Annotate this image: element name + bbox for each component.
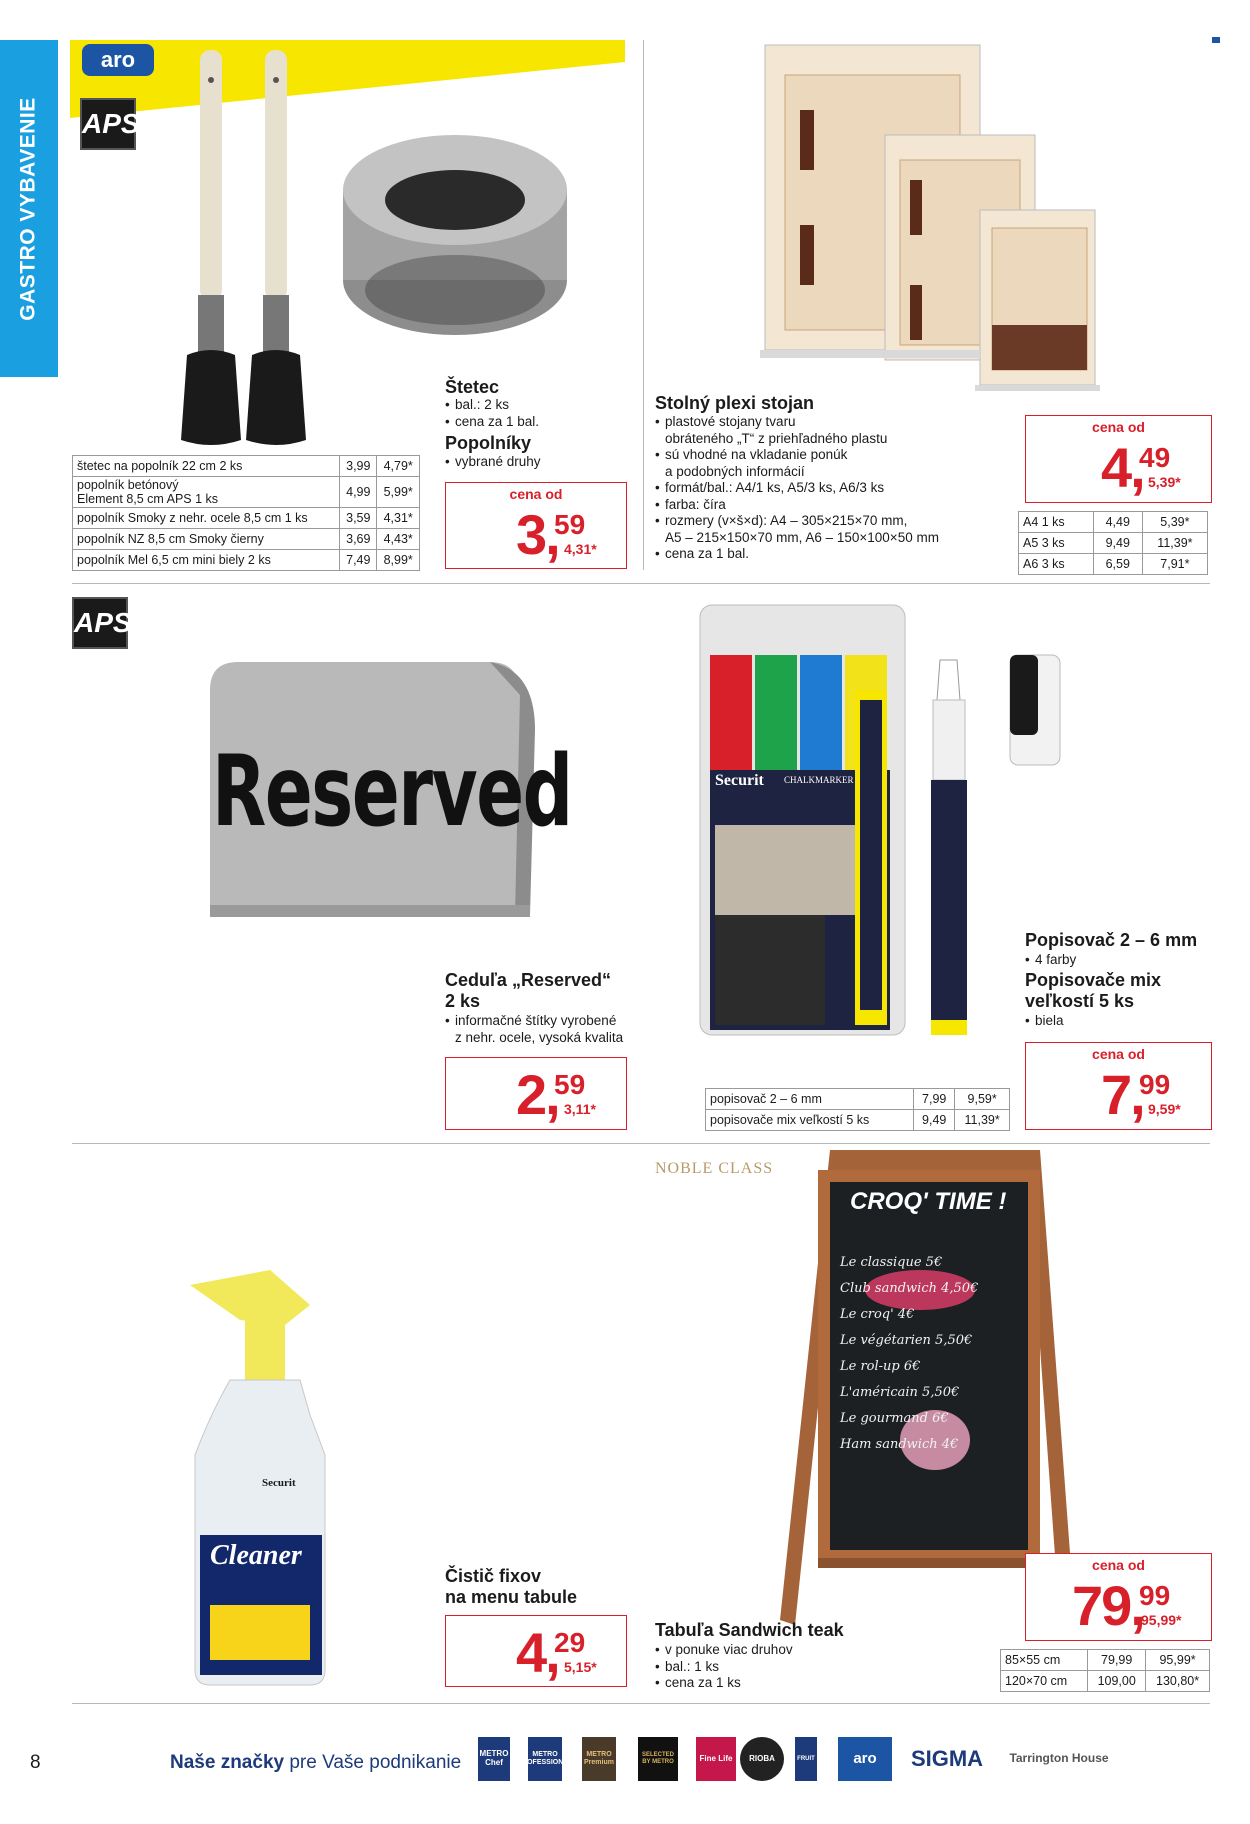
bullet-line: • formát/bal.: A4/1 ks, A5/3 ks, A6/3 ks bbox=[655, 480, 939, 497]
board-menu bbox=[840, 1250, 978, 1458]
brand-logo: METRO Premium bbox=[582, 1737, 616, 1781]
board-price-table bbox=[1000, 1649, 1210, 1692]
cleaner-title: Čistič fixov bbox=[445, 1566, 542, 1586]
markers-title: Popisovač 2 – 6 mm bbox=[1025, 930, 1198, 950]
bullet-line: • cena za 1 bal. bbox=[655, 546, 939, 563]
bullet-line: a podobných informácií bbox=[665, 463, 805, 479]
board-title: Tabuľa Sandwich teak bbox=[655, 1620, 844, 1640]
brush-image bbox=[165, 45, 325, 445]
price-label: cena od bbox=[509, 486, 563, 502]
table-row bbox=[706, 1089, 1010, 1110]
table-cell-item: štetec na popolník 22 cm 2 ks bbox=[73, 456, 340, 477]
table-row bbox=[73, 477, 420, 508]
price-decimals: 99 bbox=[1139, 1069, 1171, 1100]
footer-tagline-bold: Naše značky bbox=[170, 1752, 285, 1773]
table-cell-item: popisovač 2 – 6 mm bbox=[706, 1089, 914, 1110]
section-tab bbox=[0, 40, 58, 377]
footer-tagline-rest: pre Vaše podnikanie bbox=[289, 1752, 462, 1773]
board-menu-item: Ham sandwich 4€ bbox=[840, 1437, 959, 1452]
markers-price-box bbox=[1025, 1042, 1212, 1130]
table-cell-item: A6 3 ks bbox=[1019, 554, 1094, 575]
corner-mark bbox=[1212, 37, 1220, 43]
board-menu-item: Le croq' 4€ bbox=[840, 1307, 915, 1322]
table-cell-item: A4 1 ks bbox=[1019, 512, 1094, 533]
table-row bbox=[1001, 1650, 1210, 1671]
section-divider bbox=[72, 1143, 1210, 1144]
board-menu-item: L'américain 5,50€ bbox=[840, 1385, 960, 1400]
brand-logo: SELECTED BY METRO bbox=[638, 1737, 678, 1781]
price-decimals: 59 bbox=[554, 509, 586, 540]
brand-logo: SIGMA bbox=[905, 1737, 989, 1781]
plexi-price-table bbox=[1018, 511, 1208, 575]
price-vat: 5,39* bbox=[1148, 474, 1181, 490]
price-main: 3, bbox=[516, 503, 561, 566]
bullet-line: obráteného „T“ z priehľadného plastu bbox=[665, 430, 888, 446]
markers-bullet: • biela bbox=[1025, 1013, 1064, 1030]
divider bbox=[643, 40, 644, 570]
footer-tagline bbox=[170, 1752, 461, 1774]
table-cell-price-vat: 5,39* bbox=[1142, 512, 1207, 533]
table-row bbox=[1001, 1671, 1210, 1692]
table-cell-item: popolník Mel 6,5 cm mini biely 2 ks bbox=[73, 550, 340, 571]
price-label: cena od bbox=[1092, 1557, 1145, 1573]
price-decimals: 99 bbox=[1139, 1580, 1171, 1611]
table-cell-item: popolník betónový Element 8,5 cm APS 1 ks bbox=[73, 477, 340, 508]
bullet-line: • sú vhodné na vkladanie ponúk bbox=[655, 447, 939, 464]
table-row bbox=[73, 550, 420, 571]
price-vat: 9,59* bbox=[1148, 1101, 1181, 1117]
brush-bullet: • bal.: 2 ks bbox=[445, 397, 539, 414]
table-cell-price-vat: 4,31* bbox=[377, 508, 420, 529]
brush-bullet: • cena za 1 bal. bbox=[445, 414, 539, 431]
table-cell-price-vat: 9,59* bbox=[955, 1089, 1010, 1110]
brand-logo: FRUIT bbox=[795, 1737, 817, 1781]
bullet-line: • rozmery (v×š×d): A4 – 305×215×70 mm, bbox=[655, 513, 939, 530]
brush-title: Štetec bbox=[445, 377, 500, 397]
brand-logo: aro bbox=[838, 1737, 892, 1781]
section-divider bbox=[72, 583, 1210, 584]
bullet-line: • cena za 1 ks bbox=[655, 1675, 793, 1692]
bullet-line: A5 – 215×150×70 mm, A6 – 150×100×50 mm bbox=[665, 529, 939, 545]
table-cell-item: 120×70 cm bbox=[1001, 1671, 1088, 1692]
table-cell-price-vat: 11,39* bbox=[1142, 533, 1207, 554]
table-row bbox=[73, 529, 420, 550]
markers-price-table bbox=[705, 1088, 1010, 1131]
board-price-box bbox=[1025, 1553, 1212, 1641]
table-cell-price-vat: 130,80* bbox=[1146, 1671, 1210, 1692]
reserved-title-qty: 2 ks bbox=[445, 991, 481, 1011]
table-cell-price: 7,99 bbox=[914, 1089, 955, 1110]
table-cell-price: 109,00 bbox=[1088, 1671, 1146, 1692]
aps-logo: APS bbox=[80, 98, 136, 150]
table-cell-price: 6,59 bbox=[1093, 554, 1142, 575]
price-decimals: 59 bbox=[554, 1069, 586, 1100]
yellow-banner bbox=[70, 40, 630, 120]
aro-logo: aro bbox=[82, 44, 154, 76]
ashtray-bullet: • vybrané druhy bbox=[445, 454, 541, 471]
table-cell-price-vat: 4,43* bbox=[377, 529, 420, 550]
table-cell-price: 4,99 bbox=[340, 477, 377, 508]
marker-brand: Securit bbox=[715, 772, 764, 789]
ashtray-price-box bbox=[445, 482, 627, 569]
table-row bbox=[1019, 533, 1208, 554]
board-menu-item: Le classique 5€ bbox=[840, 1255, 943, 1270]
price-decimals: 29 bbox=[554, 1627, 586, 1658]
table-row bbox=[706, 1110, 1010, 1131]
board-bullets bbox=[655, 1642, 793, 1692]
table-cell-price: 3,99 bbox=[340, 456, 377, 477]
ashtray-title: Popolníky bbox=[445, 433, 532, 453]
board-menu-item: Club sandwich 4,50€ bbox=[840, 1281, 979, 1296]
table-cell-price: 9,49 bbox=[914, 1110, 955, 1131]
plexi-price-box bbox=[1025, 415, 1212, 503]
reserved-bullets bbox=[445, 1013, 623, 1046]
noble-class-logo: NOBLE CLASS bbox=[655, 1160, 774, 1177]
board-heading: CROQ' TIME ! bbox=[850, 1188, 1007, 1215]
markers-title-3: veľkostí 5 ks bbox=[1025, 991, 1135, 1011]
brand-logo: RIOBA bbox=[740, 1737, 784, 1781]
table-cell-price-vat: 11,39* bbox=[955, 1110, 1010, 1131]
table-cell-price: 9,49 bbox=[1093, 533, 1142, 554]
price-main: 7, bbox=[1101, 1063, 1146, 1126]
plexi-bullets bbox=[655, 414, 939, 563]
table-cell-price: 3,69 bbox=[340, 529, 377, 550]
page-number: 8 bbox=[30, 1752, 41, 1773]
bullet-line: • farba: číra bbox=[655, 497, 939, 514]
ashtray-image bbox=[335, 130, 575, 350]
ashtray-bullets bbox=[445, 454, 541, 471]
bullet-line: • informačné štítky vyrobené bbox=[445, 1013, 623, 1030]
markers-bullets-1 bbox=[1025, 952, 1076, 969]
brand-logo: Fine Life bbox=[696, 1737, 736, 1781]
price-vat: 5,15* bbox=[564, 1659, 597, 1675]
section-tab-label: GASTRO VYBAVENIE bbox=[17, 96, 41, 321]
bullet-line: • bal.: 1 ks bbox=[655, 1659, 793, 1676]
price-main: 4, bbox=[1101, 436, 1146, 499]
brand-logo: Tarrington House bbox=[1000, 1737, 1118, 1781]
table-cell-price-vat: 5,99* bbox=[377, 477, 420, 508]
reserved-sign-text: Reserved bbox=[212, 735, 572, 849]
price-decimals: 49 bbox=[1139, 442, 1171, 473]
table-cell-item: A5 3 ks bbox=[1019, 533, 1094, 554]
markers-bullets-2 bbox=[1025, 1013, 1064, 1030]
table-cell-price-vat: 95,99* bbox=[1146, 1650, 1210, 1671]
plexi-stand-image bbox=[760, 40, 1100, 410]
reserved-title: Ceduľa „Reserved“ bbox=[445, 970, 611, 990]
table-cell-price-vat: 4,79* bbox=[377, 456, 420, 477]
table-cell-item: popolník Smoky z nehr. ocele 8,5 cm 1 ks bbox=[73, 508, 340, 529]
price-vat: 4,31* bbox=[564, 541, 597, 557]
price-vat: 3,11* bbox=[564, 1101, 596, 1117]
table-row bbox=[1019, 554, 1208, 575]
bullet-line: z nehr. ocele, vysoká kvalita bbox=[455, 1029, 624, 1045]
table-row bbox=[1019, 512, 1208, 533]
table-cell-item: popolník NZ 8,5 cm Smoky čierny bbox=[73, 529, 340, 550]
markers-title-2: Popisovače mix bbox=[1025, 970, 1162, 990]
bottle-brand: Securit bbox=[262, 1477, 296, 1489]
bullet-line: • v ponuke viac druhov bbox=[655, 1642, 793, 1659]
brand-logo: METRO Chef bbox=[478, 1737, 510, 1781]
table-cell-price-vat: 7,91* bbox=[1142, 554, 1207, 575]
bottle-label: Cleaner bbox=[210, 1540, 302, 1571]
table-cell-price: 3,59 bbox=[340, 508, 377, 529]
cleaner-title-2: na menu tabule bbox=[445, 1587, 578, 1607]
cleaner-bottle-image bbox=[180, 1265, 340, 1690]
price-label: cena od bbox=[1092, 419, 1145, 435]
ashtray-price-table bbox=[72, 455, 420, 571]
table-row bbox=[73, 456, 420, 477]
table-cell-price-vat: 8,99* bbox=[377, 550, 420, 571]
price-main: 4, bbox=[516, 1621, 561, 1684]
table-cell-price: 79,99 bbox=[1088, 1650, 1146, 1671]
board-menu-item: Le gourmand 6€ bbox=[840, 1411, 949, 1426]
bullet-line: • plastové stojany tvaru bbox=[655, 414, 939, 431]
section-divider bbox=[72, 1703, 1210, 1704]
board-menu-item: Le végétarien 5,50€ bbox=[840, 1333, 973, 1348]
price-label: cena od bbox=[1092, 1046, 1145, 1062]
brand-logo: METRO PROFESSIONAL bbox=[528, 1737, 562, 1781]
reserved-price-box bbox=[445, 1057, 627, 1130]
price-main: 2, bbox=[516, 1063, 561, 1126]
price-main: 79, bbox=[1072, 1574, 1146, 1637]
brush-bullets bbox=[445, 397, 539, 430]
cleaner-price-box bbox=[445, 1615, 627, 1687]
table-cell-price: 7,49 bbox=[340, 550, 377, 571]
marker-product: CHALKMARKER bbox=[784, 775, 854, 785]
markers-bullet: • 4 farby bbox=[1025, 952, 1076, 969]
price-vat: 95,99* bbox=[1141, 1612, 1182, 1628]
table-row bbox=[73, 508, 420, 529]
table-cell-price: 4,49 bbox=[1093, 512, 1142, 533]
table-cell-item: 85×55 cm bbox=[1001, 1650, 1088, 1671]
aps-logo: APS bbox=[72, 597, 128, 649]
plexi-title: Stolný plexi stojan bbox=[655, 393, 815, 413]
table-cell-item: popisovače mix veľkostí 5 ks bbox=[706, 1110, 914, 1131]
board-menu-item: Le rol-up 6€ bbox=[840, 1359, 921, 1374]
markers-image bbox=[695, 600, 1075, 1040]
